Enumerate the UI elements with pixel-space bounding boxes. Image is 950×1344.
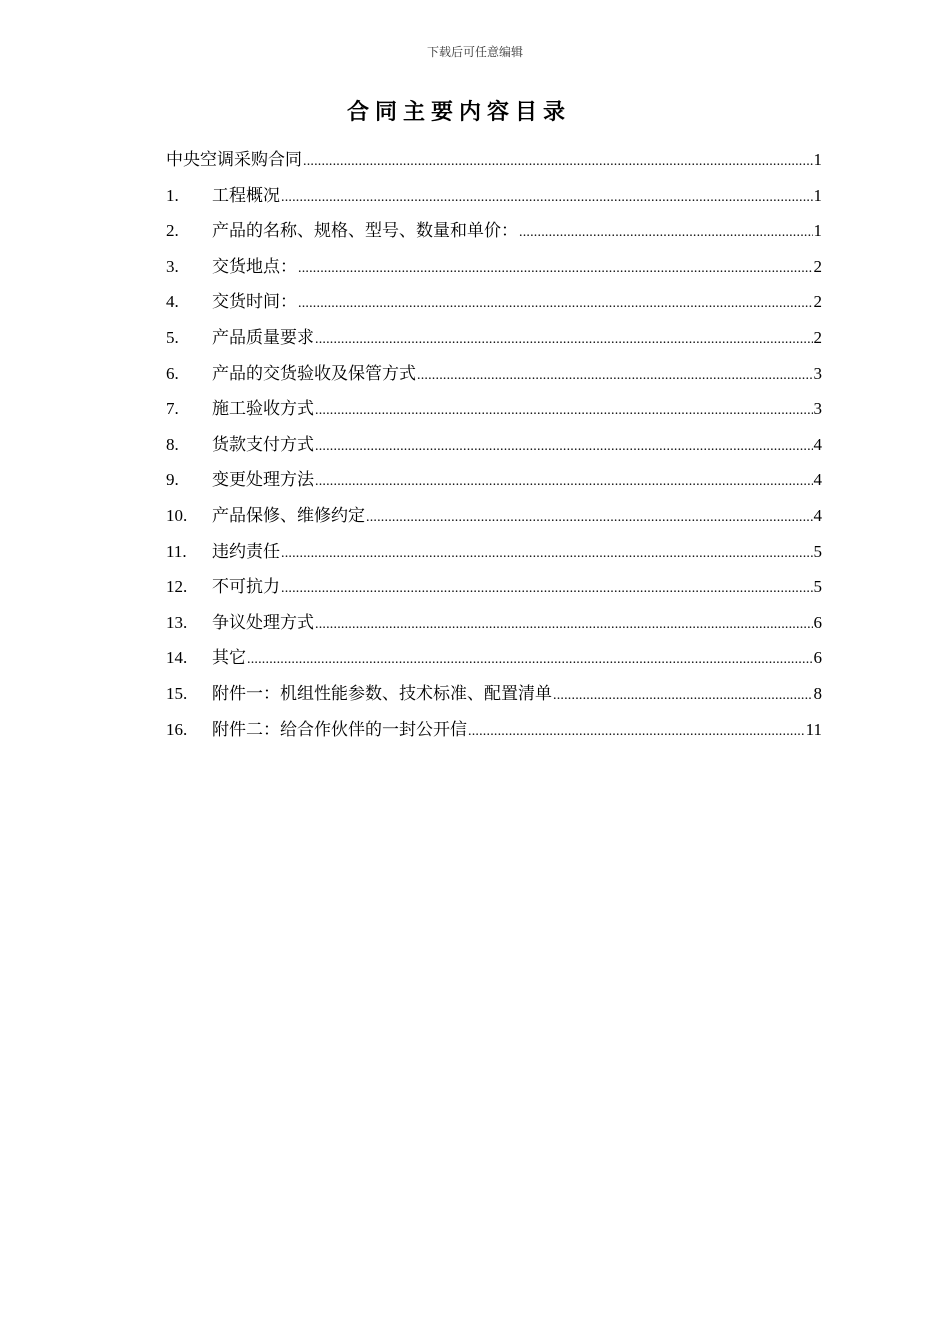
toc-entry[interactable] [166, 249, 822, 285]
toc-dot-leader [281, 536, 813, 572]
toc-entry-title: 不可抗力 [212, 577, 280, 598]
toc-entry[interactable] [166, 284, 822, 320]
toc-entry-title: 其它 [212, 648, 246, 669]
table-of-contents [166, 142, 822, 747]
toc-entry-number: 3. [166, 256, 179, 276]
toc-entry-page-number: 2 [813, 256, 822, 276]
toc-entry[interactable] [166, 712, 822, 748]
toc-dot-leader [298, 286, 813, 322]
toc-entry[interactable] [166, 320, 822, 356]
toc-entry-page-number: 8 [813, 683, 822, 703]
toc-entry-page-number: 5 [813, 577, 822, 597]
toc-entry-title: 中央空调采购合同 [166, 150, 302, 170]
toc-entry-title: 变更处理方法 [212, 470, 314, 491]
toc-entry-title: 产品的交货验收及保管方式 [212, 363, 416, 384]
toc-entry-number: 1. [166, 185, 179, 205]
toc-entry-page-number: 3 [813, 363, 822, 383]
toc-entry-number: 9. [166, 470, 179, 490]
toc-entry-title: 工程概况 [212, 185, 280, 206]
toc-dot-leader [315, 393, 813, 429]
toc-entry-page-number: 1 [813, 185, 822, 205]
toc-dot-leader [468, 714, 805, 750]
toc-entry[interactable] [166, 462, 822, 498]
toc-entry-number: 15. [166, 683, 188, 703]
toc-entry[interactable] [166, 213, 822, 249]
toc-entry-number: 6. [166, 363, 179, 383]
toc-entry[interactable] [166, 534, 822, 570]
toc-entry-page-number: 4 [813, 470, 822, 490]
toc-entry[interactable] [166, 142, 822, 178]
toc-entry[interactable] [166, 178, 822, 214]
toc-entry-title: 产品质量要求 [212, 327, 314, 348]
toc-entry-number: 2. [166, 221, 179, 241]
toc-entry-page-number: 5 [813, 541, 822, 561]
toc-entry-number: 8. [166, 434, 179, 454]
toc-entry[interactable] [166, 569, 822, 605]
toc-dot-leader [303, 144, 813, 180]
toc-entry-page-number: 6 [813, 648, 822, 668]
toc-dot-leader [315, 607, 813, 643]
toc-entry-number: 14. [166, 648, 188, 668]
header-note: 下载后可任意编辑 [426, 45, 523, 59]
toc-entry[interactable] [166, 676, 822, 712]
toc-entry-page-number: 11 [805, 719, 822, 739]
toc-entry-title: 附件二：给合作伙伴的一封公开信 [212, 719, 467, 740]
toc-entry-title: 产品保修、维修约定 [212, 505, 365, 526]
toc-entry[interactable] [166, 391, 822, 427]
toc-entry[interactable] [166, 640, 822, 676]
toc-entry-title: 货款支付方式 [212, 434, 314, 455]
toc-dot-leader [298, 251, 813, 287]
toc-entry-page-number: 2 [813, 292, 822, 312]
toc-entry-number: 5. [166, 327, 179, 347]
toc-entry-title: 交货地点： [212, 256, 297, 277]
toc-dot-leader [417, 358, 813, 394]
toc-entry[interactable] [166, 498, 822, 534]
toc-entry[interactable] [166, 356, 822, 392]
toc-entry-page-number: 3 [813, 399, 822, 419]
toc-entry-number: 7. [166, 399, 179, 419]
toc-title: 合同主要内容目录 [346, 100, 571, 125]
toc-dot-leader [315, 322, 813, 358]
toc-entry-title: 交货时间： [212, 292, 297, 313]
toc-dot-leader [315, 464, 813, 500]
toc-entry-page-number: 4 [813, 505, 822, 525]
toc-entry-page-number: 1 [813, 150, 822, 169]
toc-entry-page-number: 1 [813, 221, 822, 241]
toc-entry-title: 附件一：机组性能参数、技术标准、配置清单 [212, 683, 552, 704]
toc-entry-page-number: 2 [813, 327, 822, 347]
toc-entry-title: 违约责任 [212, 541, 280, 562]
toc-dot-leader [281, 571, 813, 607]
toc-entry[interactable] [166, 605, 822, 641]
toc-entry-number: 4. [166, 292, 179, 312]
toc-dot-leader [247, 642, 813, 678]
toc-dot-leader [315, 429, 813, 465]
toc-dot-leader [553, 678, 813, 714]
toc-entry-number: 12. [166, 577, 188, 597]
toc-entry-page-number: 6 [813, 612, 822, 632]
toc-entry-title: 施工验收方式 [212, 399, 314, 420]
toc-entry-number: 11. [166, 541, 187, 561]
toc-dot-leader [281, 180, 813, 216]
toc-entry-title: 争议处理方式 [212, 612, 314, 633]
toc-dot-leader [366, 500, 813, 536]
toc-entry-number: 16. [166, 719, 188, 739]
toc-entry-page-number: 4 [813, 434, 822, 454]
toc-entry[interactable] [166, 427, 822, 463]
toc-dot-leader [519, 215, 813, 251]
toc-entry-number: 10. [166, 505, 188, 525]
toc-entry-title: 产品的名称、规格、型号、数量和单价： [212, 221, 518, 242]
toc-entry-number: 13. [166, 612, 188, 632]
